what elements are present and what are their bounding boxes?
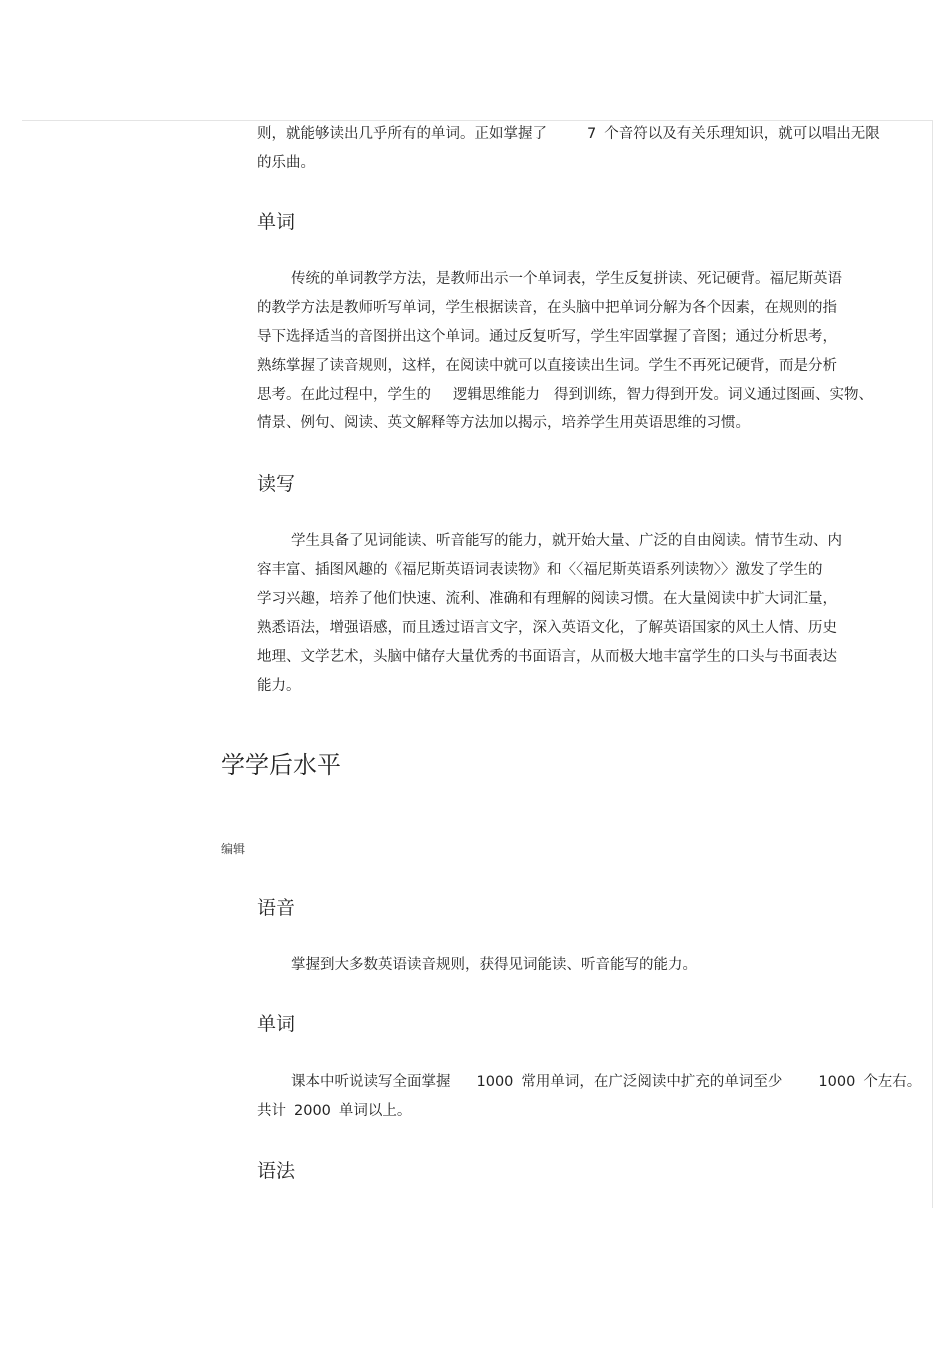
intro-line-1-num: 7 — [587, 126, 597, 142]
section-heading-reading-writing: 读写 — [257, 473, 296, 495]
rw-paragraph-line: 熟悉语法，增强语感，而且透过语言文字，深入英语文化，了解英语国家的风土人情、历史 — [257, 620, 837, 636]
rw-paragraph-line: 容丰富、插图风趣的《福尼斯英语词表读物》和〈〈福尼斯英语系列读物〉〉激发了学生的 — [257, 562, 823, 578]
rw-paragraph-line: 学生具备了见词能读、听音能写的能力，就开始大量、广泛的自由阅读。情节生动、内 — [291, 533, 842, 549]
level-words-total-c: 单词以上。 — [338, 1103, 412, 1119]
subheading-grammar: 语法 — [257, 1160, 296, 1182]
subheading-words: 单词 — [257, 1013, 296, 1035]
section-title-level: 学学后水平 — [221, 751, 341, 779]
top-divider — [22, 120, 933, 121]
phonetics-text: 掌握到大多数英语读音规则，获得见词能读、听音能写的能力。 — [291, 957, 697, 973]
level-words-line-2 — [257, 1102, 411, 1120]
rw-paragraph-line: 地理、文学艺术，头脑中储存大量优秀的书面语言，从而极大地丰富学生的口头与书面表达 — [257, 649, 837, 665]
intro-line-1 — [257, 125, 880, 143]
words-paragraph-line — [257, 386, 873, 404]
section-heading-words: 单词 — [257, 211, 296, 233]
level-words-total-a: 共计 — [257, 1103, 286, 1119]
level-words-a: 课本中听说读写全面掌握 — [291, 1074, 451, 1090]
intro-line-2: 的乐曲。 — [257, 155, 315, 171]
intro-line-1-c: 个音符以及有关乐理知识，就可以唱出无限 — [604, 126, 880, 142]
words-paragraph-line: 熟练掌握了读音规则，这样，在阅读中就可以直接读出生词。学生不再死记硬背，而是分析 — [257, 358, 837, 374]
level-words-num-2: 1000 — [818, 1074, 856, 1090]
level-words-line-1 — [291, 1073, 921, 1091]
words-line-5-a: 思考。在此过程中，学生的 — [257, 387, 431, 403]
rw-paragraph-line: 学习兴趣，培养了他们快速、流利、准确和有理解的阅读习惯。在大量阅读中扩大词汇量， — [257, 591, 837, 607]
intro-line-1-a: 则，就能够读出几乎所有的单词。正如掌握了 — [257, 126, 547, 142]
subheading-phonetics: 语音 — [257, 897, 296, 919]
words-paragraph-line: 的教学方法是教师听写单词，学生根据读音，在头脑中把单词分解为各个因素，在规则的指 — [257, 300, 837, 316]
level-words-total-num: 2000 — [294, 1103, 331, 1119]
words-paragraph-line: 导下选择适当的音图拼出这个单词。通过反复听写，学生牢固掌握了音图；通过分析思考， — [257, 329, 837, 345]
level-words-c: 常用单词，在广泛阅读中扩充的单词至少 — [521, 1074, 783, 1090]
words-paragraph-line: 情景、例句、阅读、英文解释等方法加以揭示，培养学生用英语思维的习惯。 — [257, 415, 750, 431]
words-line-5-b: 逻辑思维能力 — [453, 387, 540, 403]
rw-paragraph-line: 能力。 — [257, 678, 301, 694]
right-divider — [932, 120, 933, 1208]
words-paragraph-line: 传统的单词教学方法，是教师出示一个单词表，学生反复拼读、死记硬背。福尼斯英语 — [291, 271, 842, 287]
level-words-num-1: 1000 — [476, 1074, 514, 1090]
words-line-5-c: 得到训练，智力得到开发。词义通过图画、实物、 — [554, 387, 873, 403]
edit-link[interactable]: 编辑 — [221, 842, 246, 856]
level-words-e: 个左右。 — [863, 1074, 922, 1090]
